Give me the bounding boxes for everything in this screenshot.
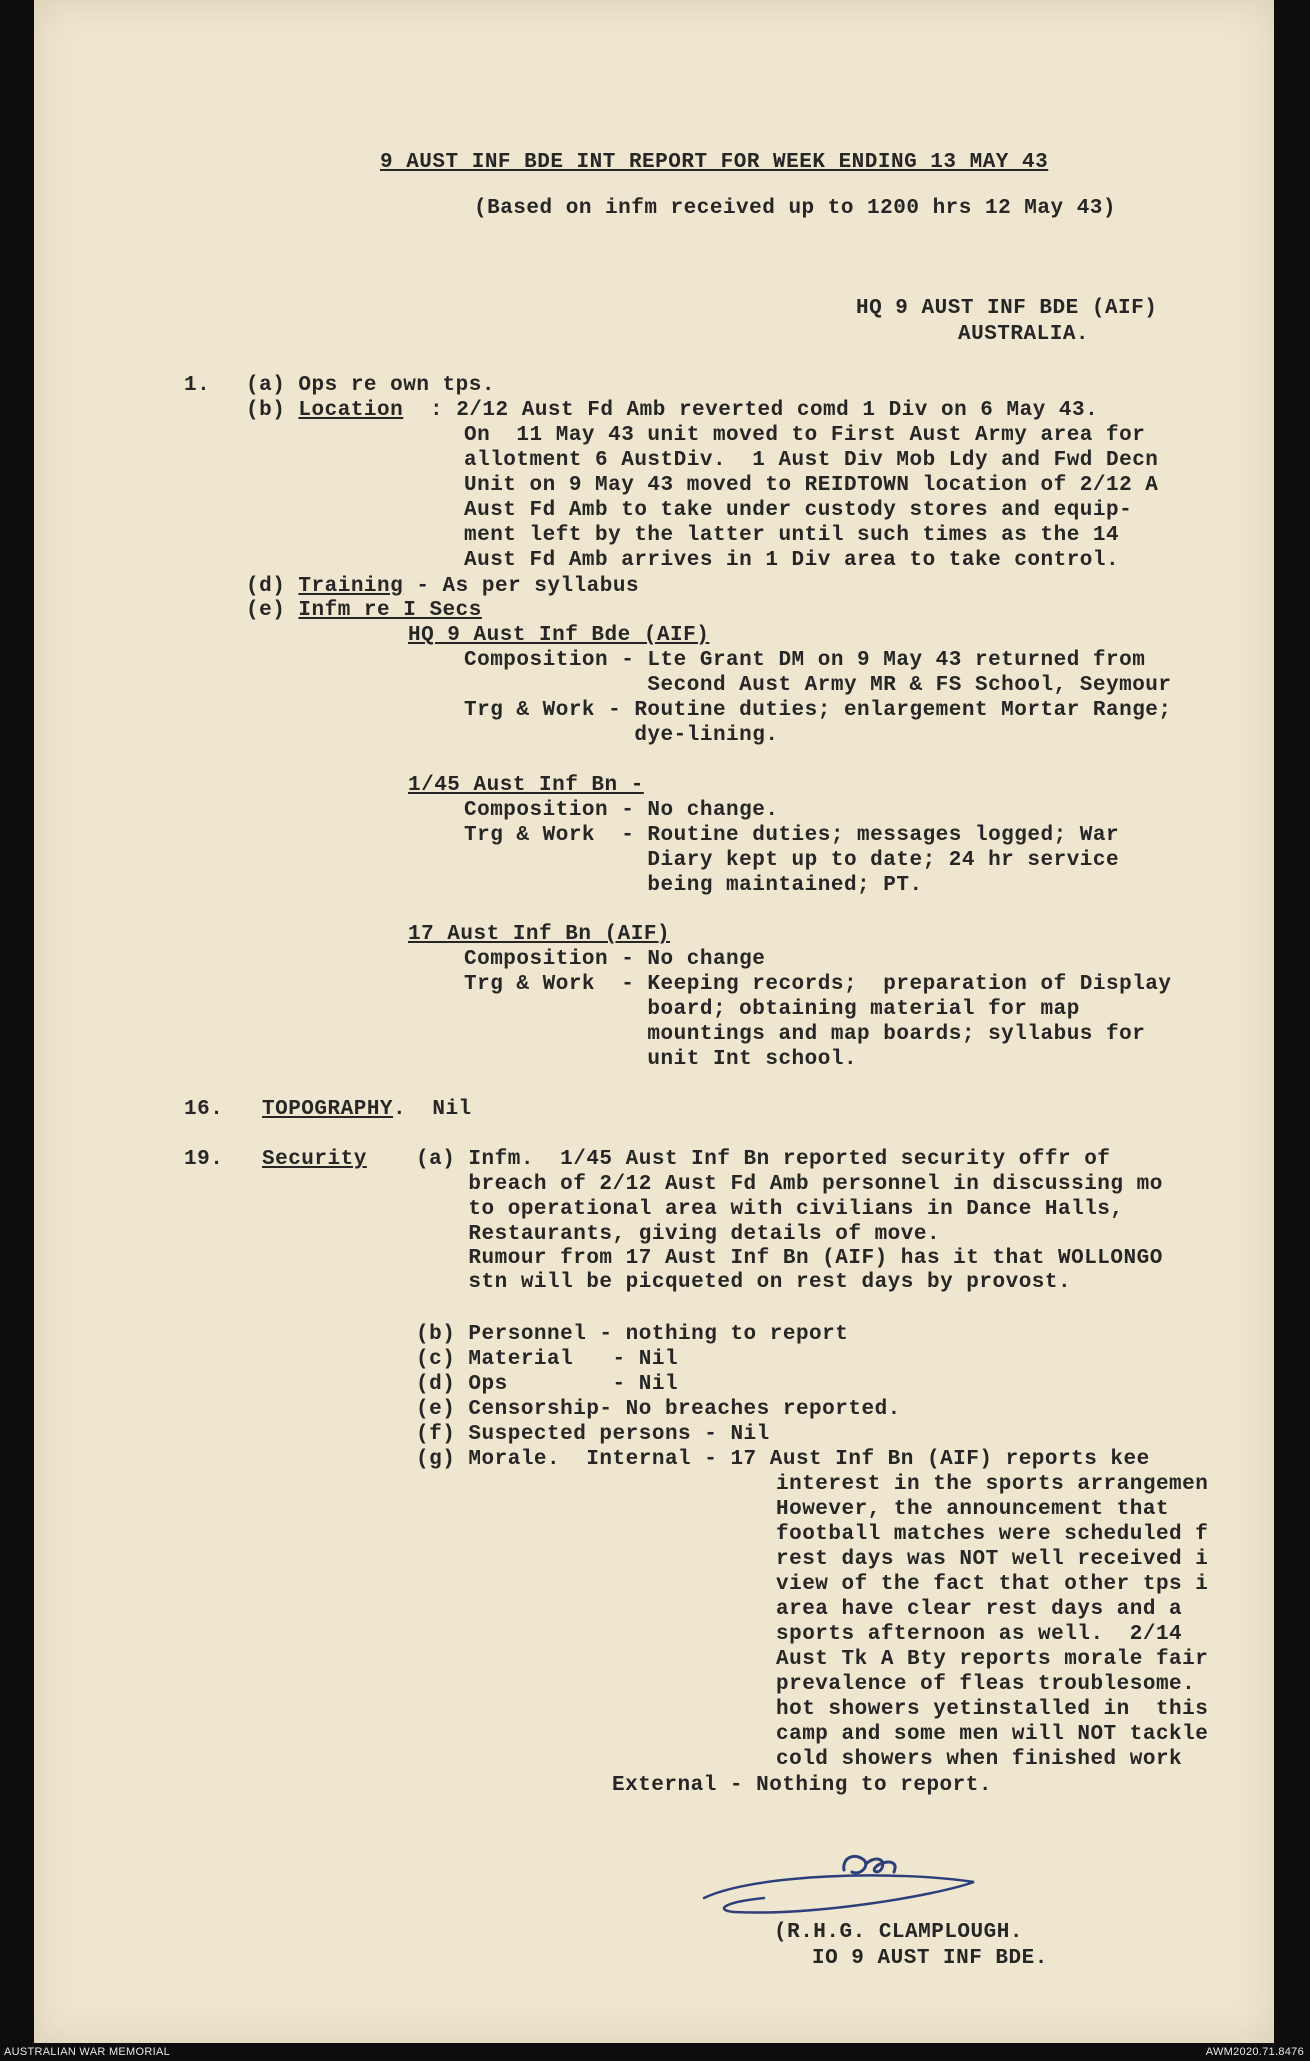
section-19-number: 19. [184, 1148, 224, 1171]
location-line-3: allotment 6 AustDiv. 1 Aust Div Mob Ldy and Fwd Decn [464, 449, 1159, 472]
morale-line: However, the announcement that [776, 1498, 1170, 1521]
hq-line-1: HQ 9 AUST INF BDE (AIF) [856, 297, 1158, 320]
section-1b-prefix: (b) [246, 399, 299, 422]
location-line-1: : 2/12 Aust Fd Amb reverted comd 1 Div on 6 May 43. [430, 399, 1099, 422]
document-page [34, 0, 1274, 2043]
section-16-number: 16. [184, 1098, 224, 1121]
location-line-2: On 11 May 43 unit moved to First Aust Army area for [464, 424, 1146, 447]
security-a-line: stn will be picqueted on rest days by provost. [416, 1271, 1072, 1294]
section-1d-prefix: (d) [246, 575, 299, 598]
security-item: (d) Ops - Nil [416, 1373, 679, 1396]
morale-line: view of the fact that other tps i [776, 1573, 1209, 1596]
footer-right: AWM2020.71.8476 [1205, 2046, 1304, 2058]
security-a-line: breach of 2/12 Aust Fd Amb personnel in discussing mo [416, 1173, 1163, 1196]
unit-name: 1/45 Aust Inf Bn - [408, 774, 644, 797]
security-a-line: to operational area with civilians in Dance Halls, [416, 1198, 1124, 1221]
security-item: (c) Material - Nil [416, 1348, 679, 1371]
unit-name: 17 Aust Inf Bn (AIF) [408, 923, 671, 946]
unit-line: dye-lining. [464, 724, 779, 747]
unit-line: Trg & Work - Routine duties; messages logged; War [464, 824, 1120, 847]
section-1e [246, 598, 482, 623]
morale-line: area have clear rest days and a [776, 1598, 1183, 1621]
external-line: External - Nothing to report. [612, 1774, 992, 1797]
unit-line: Trg & Work - Routine duties; enlargement Mortar Range; [464, 699, 1172, 722]
section-1d [246, 574, 639, 599]
security-a-line: (a) Infm. 1/45 Aust Inf Bn reported security offr of [416, 1148, 1111, 1171]
morale-line: Aust Tk A Bty reports morale fair [776, 1648, 1209, 1671]
section-1e-prefix: (e) [246, 599, 299, 622]
morale-line: cold showers when finished work [776, 1748, 1183, 1771]
signature-name: (R.H.G. CLAMPLOUGH. [774, 1921, 1023, 1944]
security-item: (b) Personnel - nothing to report [416, 1323, 849, 1346]
section-1-number: 1. [184, 374, 211, 397]
morale-line: sports afternoon as well. 2/14 [776, 1623, 1183, 1646]
location-line-7: Aust Fd Amb arrives in 1 Div area to take control. [464, 549, 1120, 572]
hq-line-2: AUSTRALIA. [958, 323, 1090, 346]
unit-line: unit Int school. [464, 1048, 858, 1071]
security-a-line: Restaurants, giving details of move. [416, 1223, 941, 1246]
unit-line: Second Aust Army MR & FS School, Seymour [464, 674, 1172, 697]
morale-line: prevalence of fleas troublesome. [776, 1673, 1196, 1696]
security-item: (g) Morale. Internal - 17 Aust Inf Bn (AIF) reports kee [416, 1448, 1150, 1471]
training-label: Training [298, 575, 404, 598]
unit-line: Composition - No change. [464, 799, 779, 822]
unit-line: Diary kept up to date; 24 hr service [464, 849, 1120, 872]
training-text: - As per syllabus [403, 575, 640, 598]
location-line-5: Aust Fd Amb to take under custody stores and equip- [464, 499, 1133, 522]
unit-line: Composition - No change [464, 948, 766, 971]
morale-line: football matches were scheduled f [776, 1523, 1209, 1546]
report-subtitle: (Based on infm received up to 1200 hrs 12 May 43) [474, 197, 1117, 220]
report-title: 9 AUST INF BDE INT REPORT FOR WEEK ENDING 13 MAY 43 [380, 151, 1049, 174]
unit-name: HQ 9 Aust Inf Bde (AIF) [408, 624, 710, 647]
morale-line: rest days was NOT well received i [776, 1548, 1209, 1571]
morale-line: camp and some men will NOT tackle [776, 1723, 1209, 1746]
topography-label: TOPOGRAPHY [262, 1098, 394, 1121]
unit-line: Composition - Lte Grant DM on 9 May 43 returned from [464, 649, 1146, 672]
location-label: Location [298, 399, 404, 422]
location-line-6: ment left by the latter until such times as the 14 [464, 524, 1120, 547]
security-item: (e) Censorship- No breaches reported. [416, 1398, 901, 1421]
section-16 [262, 1097, 472, 1122]
unit-line: mountings and map boards; syllabus for [464, 1023, 1146, 1046]
location-line-4: Unit on 9 May 43 moved to REIDTOWN location of 2/12 A [464, 474, 1159, 497]
security-item: (f) Suspected persons - Nil [416, 1423, 770, 1446]
security-a-line: Rumour from 17 Aust Inf Bn (AIF) has it that WOLLONGO [416, 1247, 1163, 1270]
section-1b [246, 398, 403, 423]
unit-line: board; obtaining material for map [464, 998, 1080, 1021]
security-label: Security [262, 1148, 367, 1171]
morale-line: interest in the sports arrangemen [776, 1473, 1209, 1496]
section-1a: (a) Ops re own tps. [246, 374, 495, 397]
morale-line: hot showers yetinstalled in this [776, 1698, 1209, 1721]
footer-left: AUSTRALIAN WAR MEMORIAL [4, 2046, 171, 2058]
infm-label: Infm re I Secs [298, 599, 482, 622]
unit-line: being maintained; PT. [464, 874, 923, 897]
topography-text: . Nil [393, 1098, 472, 1121]
unit-line: Trg & Work - Keeping records; preparation of Display [464, 973, 1172, 996]
signature-title: IO 9 AUST INF BDE. [812, 1947, 1048, 1970]
